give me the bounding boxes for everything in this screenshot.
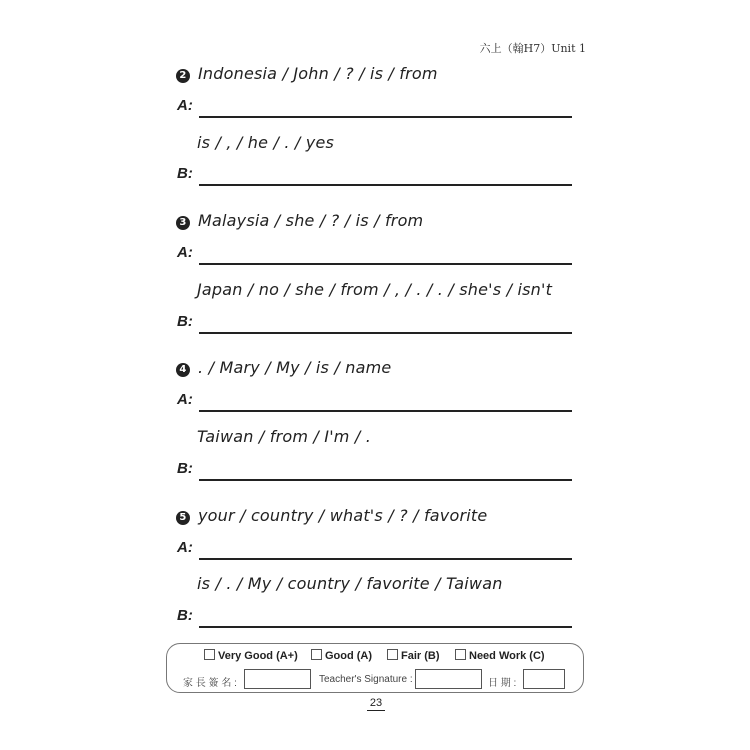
question-5b-words: is / . / My / country / favorite / Taiwan — [197, 574, 503, 593]
answer-b-label: B: — [177, 607, 193, 624]
question-2-prompt — [176, 64, 438, 83]
answer-4b-line[interactable] — [199, 461, 572, 481]
checkbox-icon[interactable] — [455, 649, 466, 660]
checkbox-icon[interactable] — [204, 649, 215, 660]
question-2b-words: is / , / he / . / yes — [197, 133, 335, 152]
question-4-words: . / Mary / My / is / name — [198, 358, 392, 377]
date-field[interactable] — [523, 669, 565, 689]
question-number-badge: 4 — [176, 363, 190, 377]
answer-a-label: A: — [177, 244, 193, 261]
question-2-words: Indonesia / John / ? / is / from — [198, 64, 438, 83]
answer-b-label: B: — [177, 460, 193, 477]
grade-label: Fair (B) — [401, 650, 440, 662]
teacher-signature-field[interactable] — [415, 669, 482, 689]
page-header: 六上（翰H7）Unit 1 — [479, 42, 586, 55]
answer-a-label: A: — [177, 97, 193, 114]
grade-label: Good (A) — [325, 650, 373, 662]
question-3-prompt — [176, 211, 423, 230]
question-number-badge: 3 — [176, 216, 190, 230]
page-number: 23 — [367, 697, 385, 711]
answer-3b-line[interactable] — [199, 314, 572, 334]
evaluation-box — [166, 643, 584, 693]
question-number-badge: 5 — [176, 511, 190, 525]
question-4-prompt — [176, 358, 391, 377]
answer-a-label: A: — [177, 539, 193, 556]
answer-3a-line[interactable] — [199, 245, 572, 265]
grade-option-good[interactable] — [311, 649, 372, 662]
parent-signature-label: 家 長 簽 名 : — [183, 678, 237, 689]
parent-signature-field[interactable] — [244, 669, 311, 689]
grade-label: Need Work (C) — [469, 650, 545, 662]
question-5-words: your / country / what's / ? / favorite — [198, 506, 488, 525]
answer-2b-line[interactable] — [199, 166, 572, 186]
answer-2a-line[interactable] — [199, 98, 572, 118]
answer-a-label: A: — [177, 391, 193, 408]
question-4b-words: Taiwan / from / I'm / . — [197, 427, 372, 446]
teacher-signature-label: Teacher's Signature : — [319, 674, 413, 685]
answer-b-label: B: — [177, 313, 193, 330]
grade-option-fair[interactable] — [387, 649, 440, 662]
grade-label: Very Good (A+) — [218, 650, 298, 662]
question-3b-words: Japan / no / she / from / , / . / . / she's / isn't — [197, 280, 553, 299]
date-label: 日 期 : — [488, 678, 517, 689]
checkbox-icon[interactable] — [311, 649, 322, 660]
answer-5a-line[interactable] — [199, 540, 572, 560]
answer-4a-line[interactable] — [199, 392, 572, 412]
grade-option-need-work[interactable] — [455, 649, 545, 662]
question-3-words: Malaysia / she / ? / is / from — [198, 211, 424, 230]
question-number-badge: 2 — [176, 69, 190, 83]
question-5-prompt — [176, 506, 487, 525]
checkbox-icon[interactable] — [387, 649, 398, 660]
answer-5b-line[interactable] — [199, 608, 572, 628]
grade-option-very-good[interactable] — [204, 649, 298, 662]
answer-b-label: B: — [177, 165, 193, 182]
